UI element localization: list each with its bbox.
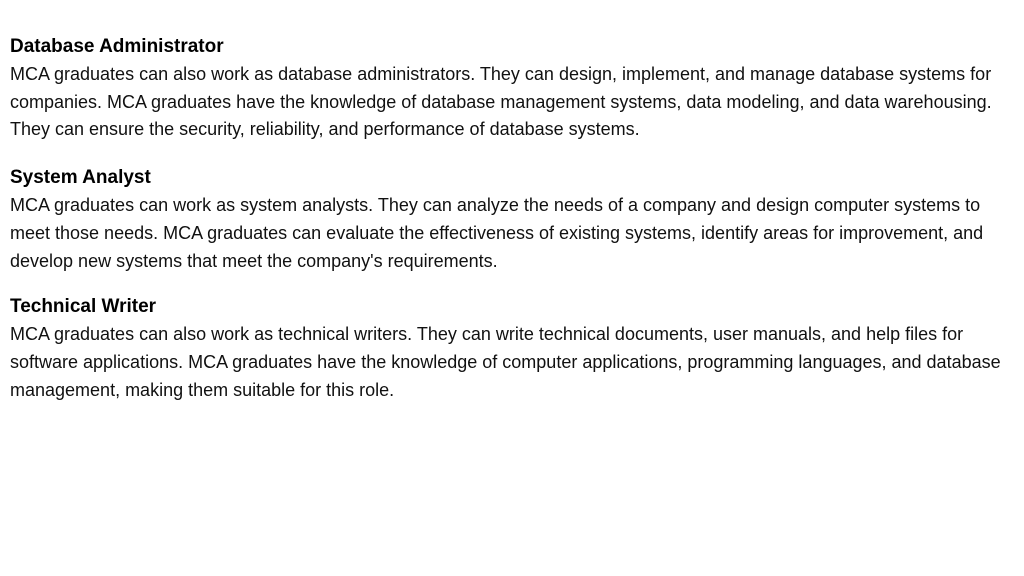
section-database-administrator (10, 33, 1014, 144)
section-heading: System Analyst (10, 167, 151, 189)
document-page (10, 33, 1014, 404)
section-heading: Database Administrator (10, 36, 224, 57)
section-technical-writer (10, 293, 1014, 404)
section-paragraph: MCA graduates can also work as technical writers. They can write technical documents, user manuals, and help files for software applications. MCA graduates have the knowledge of computer applications, programming languages, and database management, making them suitable for this role. (10, 324, 1001, 400)
section-heading: Technical Writer (10, 296, 157, 318)
section-paragraph: MCA graduates can work as system analysts. They can analyze the needs of a company and design computer systems to meet those needs. MCA graduates can evaluate the effectiveness of existing systems, identify areas for improvement, and develop new systems that meet the company's requirements. (10, 195, 984, 271)
section-system-analyst (10, 164, 1014, 275)
section-paragraph: MCA graduates can also work as database administrators. They can design, implement, and manage database systems for companies. MCA graduates have the knowledge of database management systems, data modeling, and data warehousing. They can ensure the security, reliability, and performance of database systems. (10, 64, 992, 140)
